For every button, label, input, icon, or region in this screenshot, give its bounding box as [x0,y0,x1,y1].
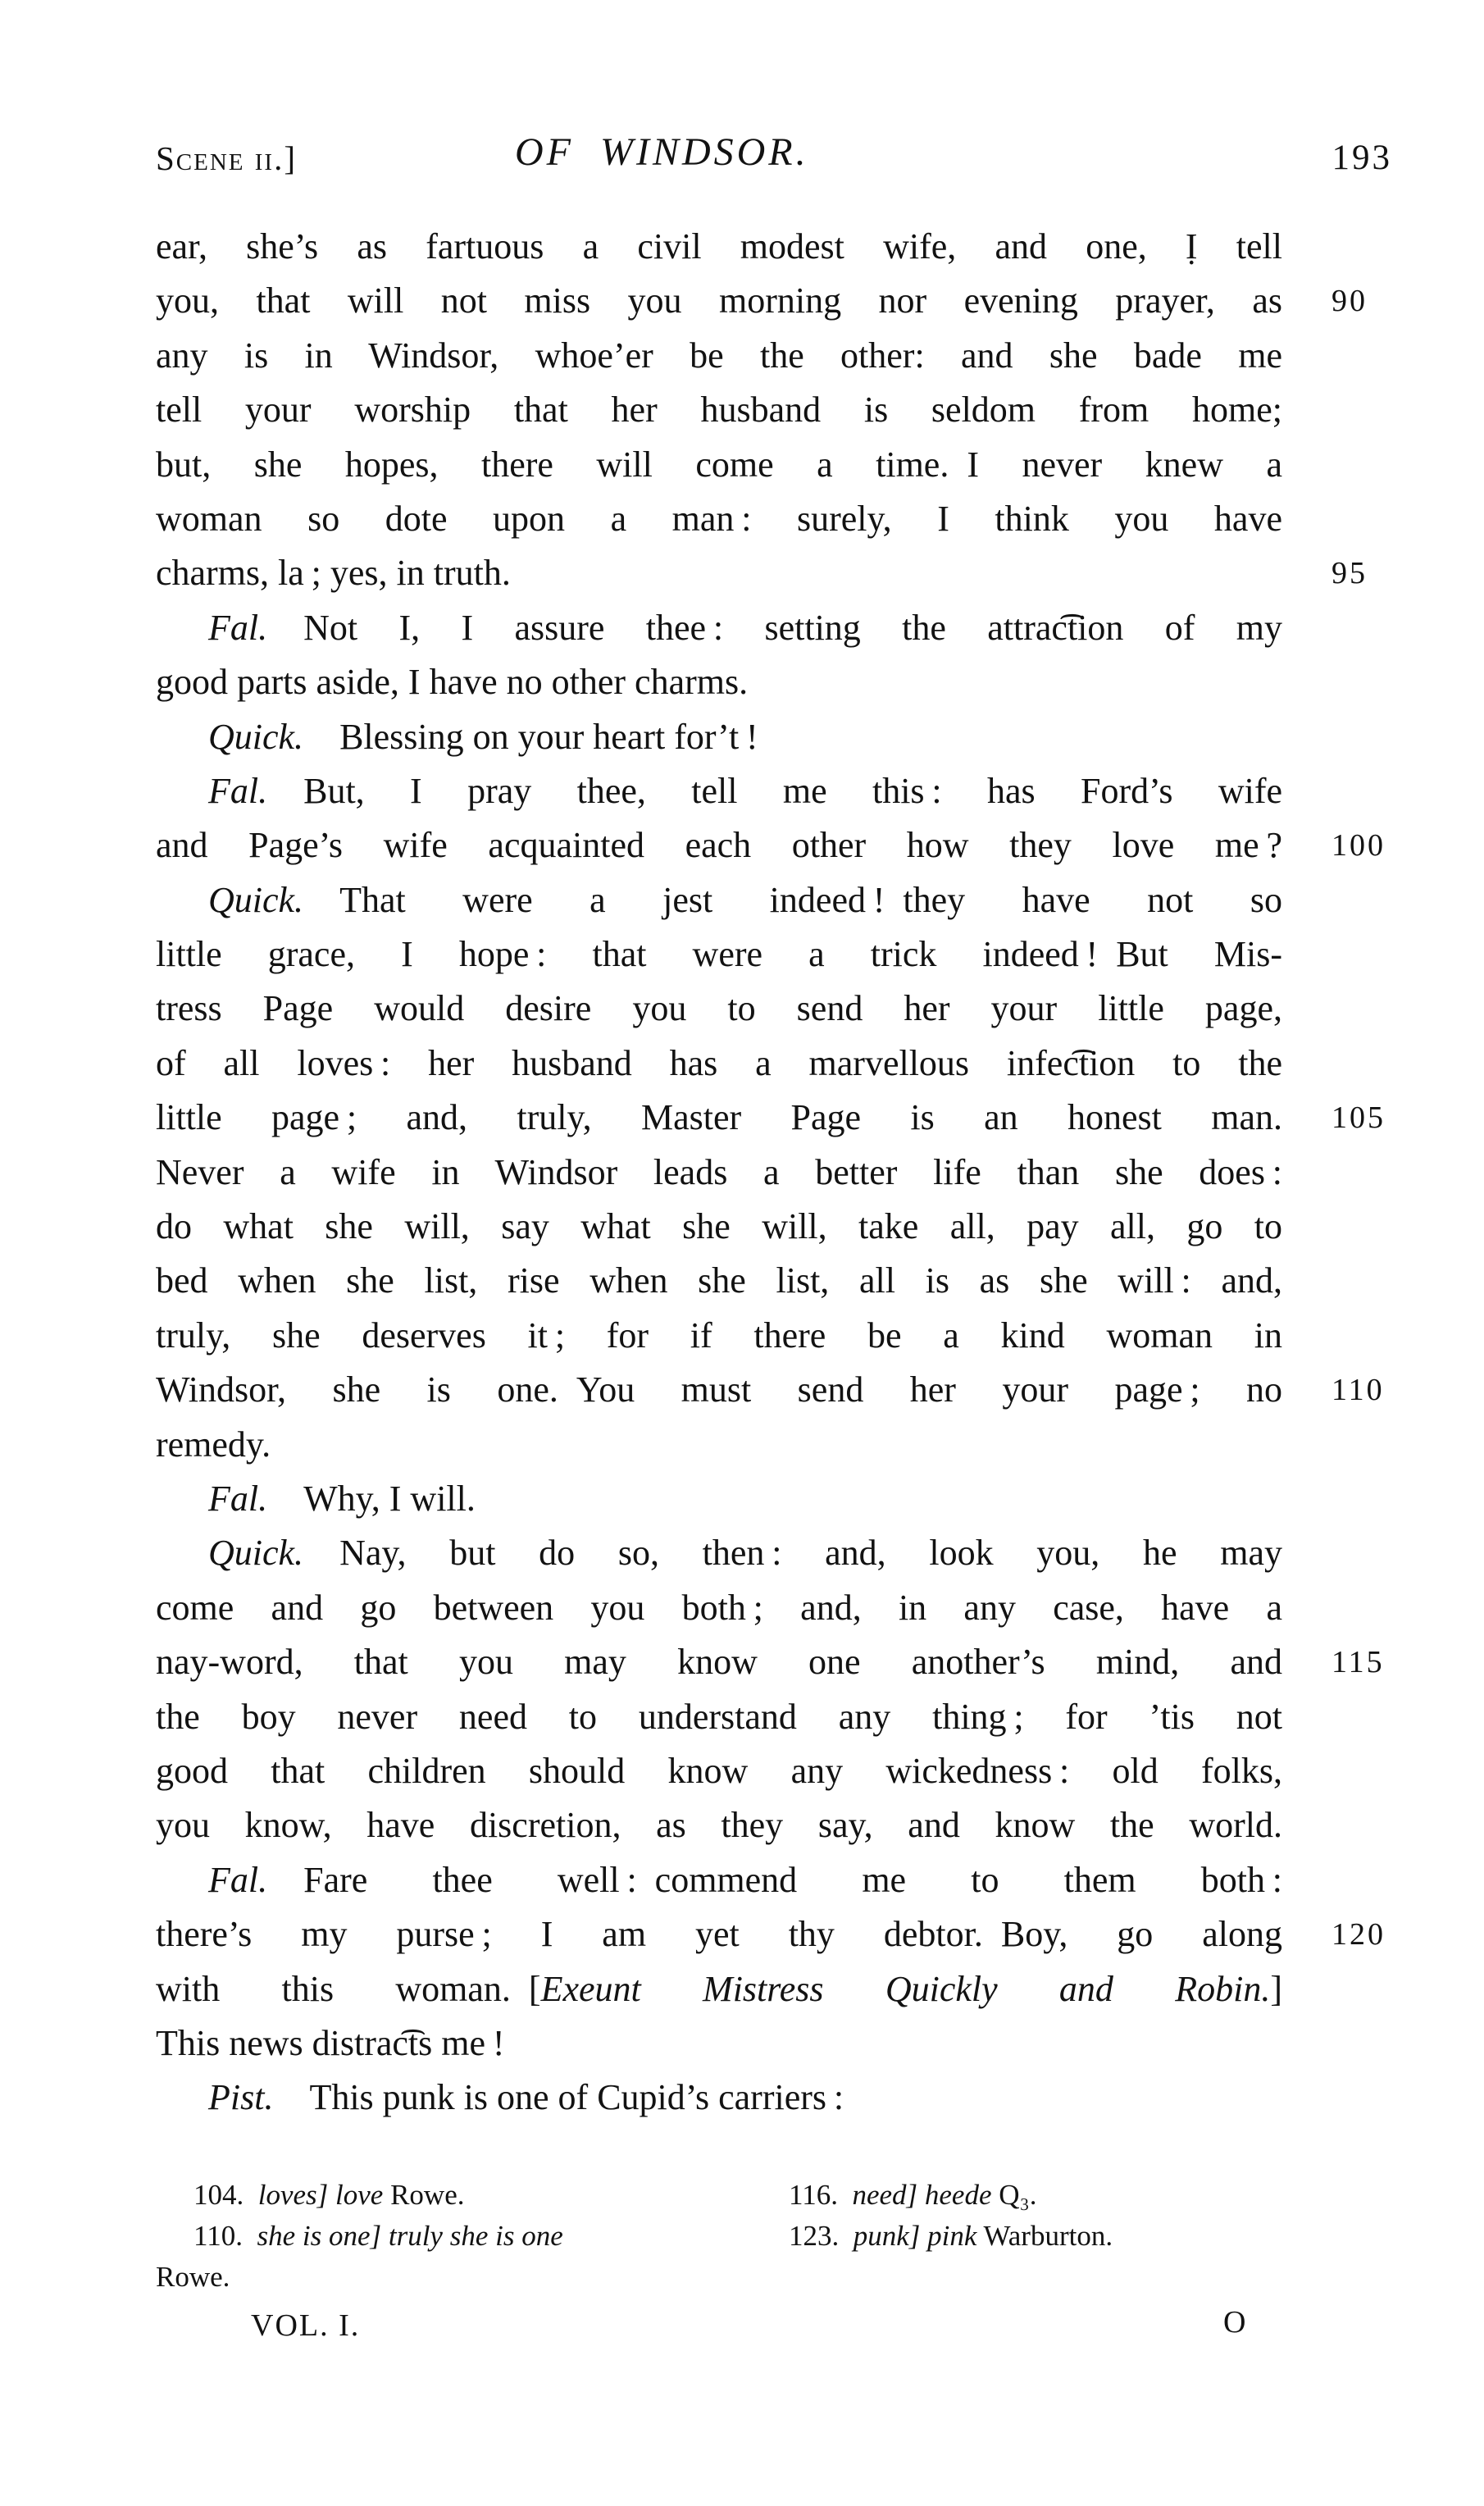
play-text-line [156,220,1282,274]
text-segment: This punk is one of Cupid’s carriers : [273,2077,844,2118]
text-segment: truly, she deserves it ; for if there be a kind woman in [156,1315,1282,1356]
play-text-line [156,1798,1282,1852]
play-text-line [156,927,1282,982]
play-text-line [156,818,1386,873]
text-segment: you, that will not miss you morning nor evening prayer, as [156,280,1282,321]
text-segment: charms, la ; yes, in truth. [156,553,511,594]
text-segment: Blessing on your heart for’t ! [303,716,758,757]
footnote-line [156,2257,754,2298]
text-segment: Nay, but do so, then : and, look you, he may [303,1533,1282,1574]
text-segment: ] [1270,1968,1282,2009]
text-segment: nay-word, that you may know one another’s mind, and [156,1642,1282,1683]
italic-text-segment: Quick. [208,879,304,920]
text-segment: Why, I will. [267,1478,476,1519]
text-segment: good parts aside, I have no other charms. [156,662,749,703]
play-text-line [156,1200,1282,1254]
text-segment: Rowe. [156,2261,230,2293]
text-segment: do what she will, say what she will, take all, pay all, go to [156,1206,1282,1247]
text-segment: 123. [789,2220,854,2252]
text-segment: ear, she’s as fartuous a civil modest wife, and one, Ị tell [156,226,1282,267]
footnote-line [156,2216,754,2257]
text-segment: Rowe. [383,2179,465,2211]
text-segment: little page ; and, truly, Master Page is an honest man. [156,1097,1282,1138]
text-segment: with this woman. [ [156,1968,541,2009]
play-text-line [156,1853,1282,1907]
play-text-line [156,1309,1282,1363]
text-segment: Fare thee well : commend me to them both : [267,1859,1282,1900]
margin-line-number: 95 [1332,556,1368,591]
text-segment: but, she hopes, there will come a time. I never knew a [156,444,1282,485]
italic-text-segment: she is one] truly she is one [257,2220,563,2252]
italic-text-segment: Fal. [208,1859,268,1900]
text-segment: there’s my purse ; I am yet thy debtor. Boy, go along [156,1914,1282,1955]
text-segment: Warburton. [976,2220,1113,2252]
play-text-line [156,2071,1282,2125]
italic-text-segment: Pist. [208,2077,274,2118]
text-segment: tell your worship that her husband is seldom from home; [156,390,1282,431]
text-segment: you know, have discretion, as they say, and know the world. [156,1805,1282,1846]
text-segment: Never a wife in Windsor leads a better life than she does : [156,1151,1282,1192]
play-text-line [156,1037,1282,1091]
play-text-line [156,982,1282,1036]
text-segment: 110. [193,2220,257,2252]
play-text-block [156,220,1386,2126]
signature-mark: O [1223,2305,1246,2340]
play-text-line [156,1091,1386,1145]
play-text-line [156,710,1282,764]
text-segment: 116. [789,2179,853,2211]
text-segment: tress Page would desire you to send her your little page, [156,988,1282,1029]
play-text-line [156,1146,1282,1200]
italic-text-segment: need] heede [852,2179,992,2211]
text-segment: 104. [193,2179,258,2211]
footnotes-left-column [156,2175,754,2298]
text-segment: bed when she list, rise when she list, all is as she will : and, [156,1260,1282,1301]
play-text-line [156,2016,1282,2071]
play-text-line [156,546,1368,600]
play-text-line [156,1254,1282,1308]
play-text-line [156,1907,1386,1962]
play-text-line [156,655,1282,709]
margin-line-number: 115 [1332,1645,1385,1680]
text-segment: little grace, I hope : that were a trick indeed ! But Mis- [156,934,1282,975]
play-text-line [156,873,1282,927]
margin-line-number: 90 [1332,284,1368,319]
text-segment: This news distrac͡ts me ! [156,2022,505,2063]
text-segment: of all loves : her husband has a marvellous infec͡tion to the [156,1042,1282,1083]
text-segment: That were a jest indeed ! they have not so [303,879,1282,920]
play-text-line [156,1472,1282,1526]
play-text-line [156,438,1282,492]
margin-line-number: 120 [1332,1917,1386,1952]
italic-text-segment: punk] pink [853,2220,977,2252]
play-text-line [156,1526,1282,1580]
text-segment: the boy never need to understand any thing ; for ’tis not [156,1696,1282,1737]
play-text-line [156,274,1368,328]
footnote-line [789,2216,1297,2257]
volume-label: VOL. I. [251,2308,361,2343]
play-text-line [156,1962,1282,2016]
play-text-line [156,1635,1385,1689]
text-segment: remedy. [156,1424,271,1465]
footnote-line [789,2175,1297,2216]
text-segment: come and go between you both ; and, in any case, have a [156,1587,1282,1628]
margin-line-number: 110 [1332,1373,1385,1408]
text-segment: Windsor, she is one. You must send her your page ; no [156,1369,1282,1410]
footnote-line [156,2175,754,2216]
italic-text-segment: Quick. [208,716,304,757]
play-text-line [156,329,1282,383]
italic-text-segment: Fal. [208,1478,268,1519]
margin-line-number: 100 [1332,828,1386,863]
page-number: 193 [1332,139,1392,177]
italic-text-segment: Fal. [208,770,268,811]
italic-text-segment: Quick. [208,1533,304,1574]
italic-text-segment: Exeunt Mistress Quickly and Robin. [540,1968,1271,2009]
play-text-line [156,1690,1282,1744]
text-segment: and Page’s wife acquainted each other how they love me ? [156,825,1282,866]
play-text-line [156,1363,1385,1417]
footnotes-right-column [789,2175,1297,2257]
text-segment: any is in Windsor, whoe’er be the other: and she bade me [156,335,1282,376]
italic-text-segment: Fal. [208,607,268,648]
text-segment: woman so dote upon a man : surely, I think you have [156,498,1282,539]
italic-text-segment: loves] love [257,2179,384,2211]
play-text-line [156,492,1282,546]
margin-line-number: 105 [1332,1100,1386,1136]
play-text-line [156,1418,1282,1472]
text-segment: Q₃. [991,2179,1037,2211]
play-text-line [156,383,1282,437]
running-title: OF WINDSOR. [515,130,809,174]
play-text-line [156,1744,1282,1798]
scene-heading: Scene ii.] [156,139,297,177]
text-segment: good that children should know any wickedness : old folks, [156,1750,1282,1791]
play-text-line [156,601,1282,655]
text-segment: But, I pray thee, tell me this : has Ford’s wife [267,770,1282,811]
play-text-line [156,764,1282,818]
text-segment: Not I, I assure thee : setting the attrac͡tion of my [267,607,1282,648]
play-text-line [156,1581,1282,1635]
